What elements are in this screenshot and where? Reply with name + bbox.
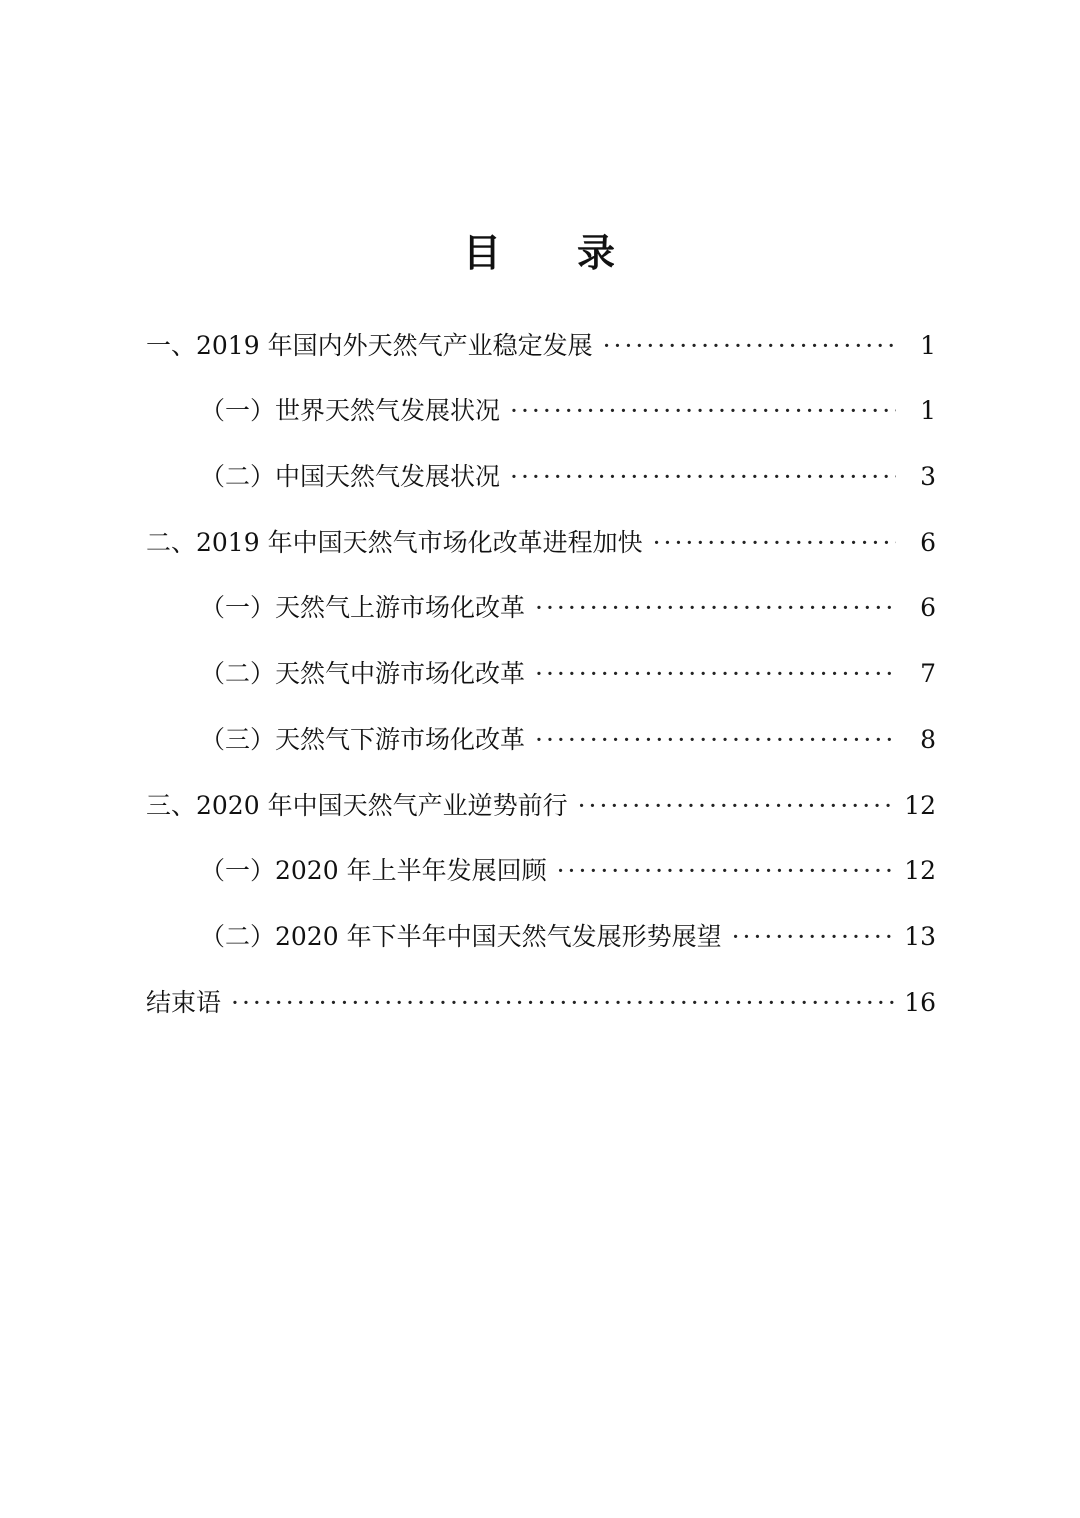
toc-page-number: 1 [920, 331, 936, 360]
toc-page-number: 16 [904, 988, 936, 1017]
toc-entry-section-3[interactable] [146, 786, 936, 826]
toc-entry-text: 三、2020 年中国天然气产业逆势前行 [146, 791, 568, 820]
toc-page-number: 12 [904, 856, 936, 885]
toc-entry-section-2-3[interactable] [200, 720, 936, 760]
dot-leader [510, 457, 896, 497]
toc-entry-text: （一）世界天然气发展状况 [200, 396, 501, 425]
dot-leader [510, 391, 896, 431]
toc-entry-text: （一）天然气上游市场化改革 [200, 593, 526, 622]
toc-entry-section-3-2[interactable] [200, 917, 936, 957]
toc-entry-text: （三）天然气下游市场化改革 [200, 725, 526, 754]
toc-page-number: 1 [920, 396, 936, 425]
toc-entry-section-3-1[interactable] [200, 851, 936, 891]
toc-entry-conclusion[interactable] [146, 983, 936, 1023]
dot-leader [603, 326, 896, 366]
toc-entry-text: 二、2019 年中国天然气市场化改革进程加快 [146, 528, 643, 557]
toc-entry-text: （二）中国天然气发展状况 [200, 462, 501, 491]
toc-entry-section-2-1[interactable] [200, 588, 936, 628]
toc-entry-section-1-1[interactable] [200, 391, 936, 431]
toc-entry-text: （二）天然气中游市场化改革 [200, 659, 526, 688]
toc-title-char-1: 目 [462, 231, 503, 275]
dot-leader [535, 588, 896, 628]
dot-leader [732, 917, 896, 957]
dot-leader [535, 654, 896, 694]
toc-page-number: 12 [904, 791, 936, 820]
toc-entry-section-2-2[interactable] [200, 654, 936, 694]
toc-page-number: 3 [920, 462, 936, 491]
dot-leader [578, 786, 896, 826]
toc-entry-text: （一）2020 年上半年发展回顾 [200, 856, 547, 885]
toc-page-number: 8 [920, 725, 936, 754]
toc-page-number: 6 [920, 593, 936, 622]
dot-leader [231, 983, 896, 1023]
toc-entry-section-1[interactable] [146, 326, 936, 366]
dot-leader [535, 720, 896, 760]
toc-page-number: 7 [920, 659, 936, 688]
toc-entry-section-1-2[interactable] [200, 457, 936, 497]
dot-leader [653, 523, 896, 563]
toc-entry-text: （二）2020 年下半年中国天然气发展形势展望 [200, 922, 722, 951]
toc-entry-section-2[interactable] [146, 523, 936, 563]
toc-page-number: 6 [920, 528, 936, 557]
toc-title [0, 222, 1080, 277]
dot-leader [557, 851, 896, 891]
toc-entry-text: 结束语 [146, 988, 222, 1017]
toc-title-char-2: 录 [577, 231, 618, 275]
toc-page-number: 13 [904, 922, 936, 951]
toc-entry-text: 一、2019 年国内外天然气产业稳定发展 [146, 331, 593, 360]
